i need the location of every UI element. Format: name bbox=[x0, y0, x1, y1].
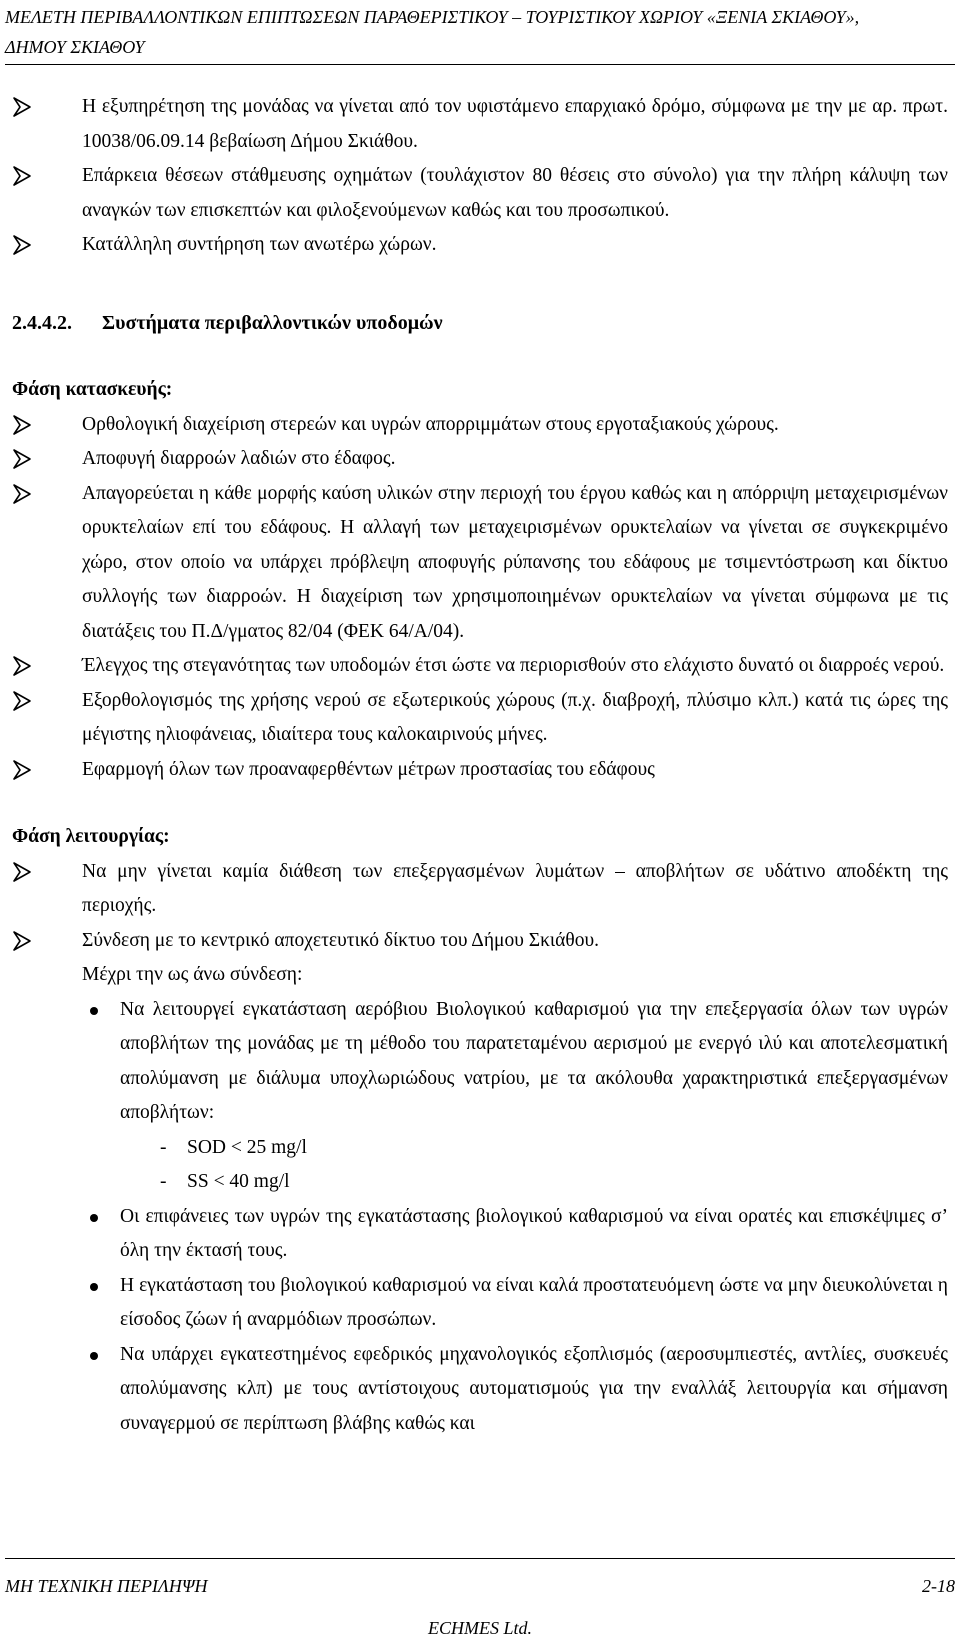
footer-company: ECHMES Ltd. bbox=[427, 1618, 532, 1638]
list-item bbox=[12, 993, 948, 1131]
page-number: 2-18 bbox=[922, 1576, 955, 1596]
list-item bbox=[12, 408, 948, 443]
page-footer bbox=[5, 1558, 955, 1640]
arrow-bullet-icon bbox=[12, 855, 34, 889]
operation-item-text: Να μην γίνεται καμία διάθεση των επεξεργασμένων λυμάτων – αποβλήτων σε υδάτινο αποδέκτη της περιοχής. bbox=[82, 860, 948, 916]
list-item bbox=[12, 1338, 948, 1442]
intro-item-text: Κατάλληλη συντήρηση των ανωτέρω χώρων. bbox=[82, 234, 437, 255]
arrow-bullet-icon bbox=[12, 442, 34, 476]
until-connection-text: Μέχρι την ως άνω σύνδεση: bbox=[82, 964, 303, 985]
arrow-bullet-icon bbox=[12, 408, 34, 442]
construction-item-text: Αποφυγή διαρροών λαδιών στο έδαφος. bbox=[82, 448, 396, 469]
construction-item-text: Ορθολογική διαχείριση στερεών και υγρών απορριμμάτων στους εργοταξιακούς χώρους. bbox=[82, 413, 779, 435]
list-item bbox=[12, 228, 948, 263]
header-subtitle: ΔΗΜΟΥ ΣΚΙΑΘΟΥ bbox=[5, 37, 145, 57]
operation-item-text: Σύνδεση με το κεντρικό αποχετευτικό δίκτυο του Δήμου Σκιάθου. bbox=[82, 929, 600, 951]
bullet-dot-icon bbox=[90, 1214, 98, 1222]
operation-phase-title: Φάση λειτουργίας: bbox=[12, 826, 170, 847]
intro-item-text: Η εξυπηρέτηση της μονάδας να γίνεται από τον υφιστάμενο επαρχιακό δρόμο, σύμφωνα με την με αρ. πρωτ. 10038/06.09.14 βεβαίωση Δήμου Σκιάθου. bbox=[82, 96, 948, 152]
list-item bbox=[12, 1269, 948, 1338]
ss-limit-text: SS < 40 mg/l bbox=[187, 1171, 290, 1192]
list-item bbox=[12, 159, 948, 228]
construction-item-text: Απαγορεύεται η κάθε μορφής καύση υλικών στην περιοχή του έργου καθώς και η απόρριψη μεταχειρισμένων ορυκτελαίων επί του εδάφους. Η αλλαγή των μεταχειρισμένων ορυκτελαίων να γίνεται σε συγκεκριμένο χώρο, στον οποίο να υπάρχει πρόβλεψη αποφυγής ρύπανσης του εδάφους με τσιμεντόστρωση και δίκτυο συλλογής των διαρροών. Η διαχείριση των χρησιμοποιημένων ορυκτελαίων να γίνεται σύμφωνα με τις διατάξεις του Π.Δ/γματος 82/04 (ΦΕΚ 64/Α/04). bbox=[82, 482, 948, 642]
list-item bbox=[12, 924, 948, 959]
header-title: ΜΕΛΕΤΗ ΠΕΡΙΒΑΛΛΟΝΤΙΚΩΝ ΕΠΙΠΤΩΣΕΩΝ ΠΑΡΑΘΕΡΙΣΤΙΚΟΥ – ΤΟΥΡΙΣΤΙΚΟΥ ΧΩΡΙΟΥ «ΞΕΝΙΑ ΣΚΙΑΘΟΥ», bbox=[5, 7, 860, 27]
footer-document-type: ΜΗ ΤΕΧΝΙΚΗ ΠΕΡΙΛΗΨΗ bbox=[5, 1576, 208, 1596]
arrow-bullet-icon bbox=[12, 159, 34, 193]
construction-item-text: Εφαρμογή όλων των προαναφερθέντων μέτρων προστασίας του εδάφους bbox=[82, 758, 655, 780]
section-heading bbox=[12, 306, 948, 341]
list-item bbox=[12, 753, 948, 788]
list-item bbox=[12, 477, 948, 650]
list-item bbox=[12, 1131, 948, 1166]
construction-item-text: Εξορθολογισμός της χρήσης νερού σε εξωτερικούς χώρους (π.χ. διαβροχή, πλύσιμο κλπ.) κατά τις ώρες της μέγιστης ηλιοφάνειας, ιδιαίτερα τους καλοκαιρινούς μήνες. bbox=[82, 689, 948, 745]
list-item bbox=[12, 1200, 948, 1269]
footer-row bbox=[5, 1559, 955, 1598]
construction-item-text: Έλεγχος της στεγανότητας των υποδομών έτσι ώστε να περιορισθούν στο ελάχιστο δυνατό οι διαρροές νερού. bbox=[82, 655, 945, 676]
list-item bbox=[12, 649, 948, 684]
list-item bbox=[12, 1165, 948, 1200]
bullet-item-text: Οι επιφάνειες των υγρών της εγκατάστασης βιολογικού καθαρισμού να είναι ορατές και επισκέψιμες σ’ όλη την έκτασή τους. bbox=[120, 1205, 948, 1261]
section-title: Συστήματα περιβαλλοντικών υποδομών bbox=[102, 311, 443, 334]
construction-phase-title: Φάση κατασκευής: bbox=[12, 379, 173, 400]
page-header bbox=[5, 2, 955, 65]
list-item bbox=[12, 442, 948, 477]
bullet-item-text: Να λειτουργεί εγκατάσταση αερόβιου Βιολογικού καθαρισμού για την επεξεργασία όλων των υγρών αποβλήτων της μονάδας με τη μέθοδο του παρατεταμένου αερισμού με ενεργό ιλύ και αποτελεσματική απολύμανση με διάλυμα υποχλωριώδους νατρίου, με τα ακόλουθα χαρακτηριστικά επεξεργασμένων αποβλήτων: bbox=[120, 998, 948, 1123]
list-item bbox=[12, 684, 948, 753]
bullet-item-text: Η εγκατάσταση του βιολογικού καθαρισμού να είναι καλά προστατευόμενη ώστε να μην διευκολύνεται η είσοδος ζώων ή αναρμόδιων προσώπων. bbox=[120, 1274, 948, 1330]
arrow-bullet-icon bbox=[12, 649, 34, 683]
bullet-dot-icon bbox=[90, 1007, 98, 1015]
bullet-dot-icon bbox=[90, 1283, 98, 1291]
section-number: 2.4.4.2. bbox=[12, 311, 72, 334]
dash-marker: - bbox=[160, 1171, 167, 1192]
intro-item-text: Επάρκεια θέσεων στάθμευσης οχημάτων (τουλάχιστον 80 θέσεις στο σύνολο) για την πλήρη κάλυψη των αναγκών των επισκεπτών και φιλοξενούμενων καθώς και του προσωπικού. bbox=[82, 165, 948, 221]
arrow-bullet-icon bbox=[12, 477, 34, 511]
arrow-bullet-icon bbox=[12, 90, 34, 124]
arrow-bullet-icon bbox=[12, 684, 34, 718]
document-body bbox=[12, 90, 948, 1441]
arrow-bullet-icon bbox=[12, 228, 34, 262]
list-item bbox=[12, 90, 948, 159]
sod-limit-text: SOD < 25 mg/l bbox=[187, 1136, 307, 1158]
arrow-bullet-icon bbox=[12, 753, 34, 787]
arrow-bullet-icon bbox=[12, 924, 34, 958]
list-item bbox=[12, 855, 948, 924]
bullet-item-text: Να υπάρχει εγκατεστημένος εφεδρικός μηχανολογικός εξοπλισμός (αεροσυμπιεστές, αντλίες, συσκευές απολύμανσης κλπ) με τους αντίστοιχους αυτοματισμούς για την εναλλάξ λειτουργία και σήμανση συναγερμού σε περίπτωση βλάβης καθώς και bbox=[120, 1343, 948, 1434]
bullet-dot-icon bbox=[90, 1352, 98, 1360]
dash-marker: - bbox=[160, 1136, 167, 1158]
